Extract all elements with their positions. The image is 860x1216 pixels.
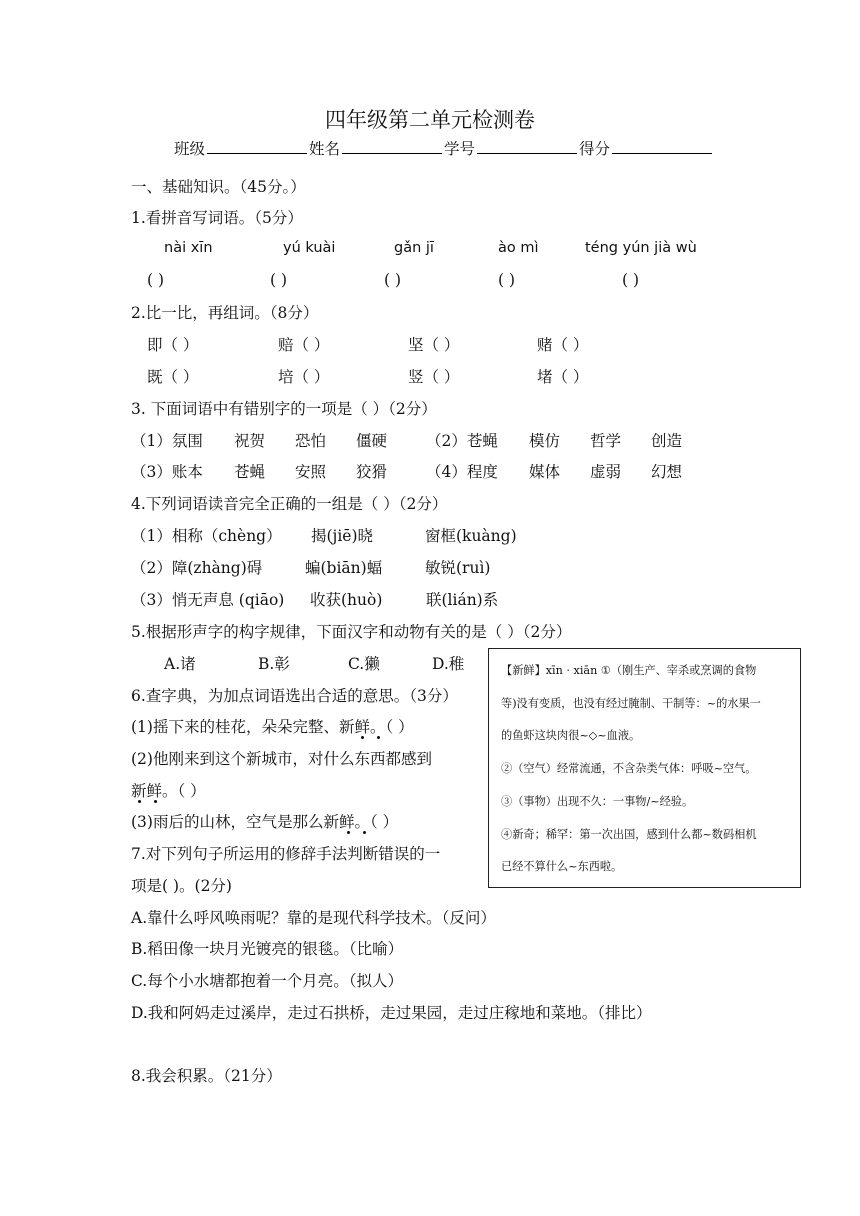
emphasis-dot <box>154 800 157 803</box>
q2-item[interactable]: 竖（ ） <box>408 368 460 386</box>
q1-blank-4[interactable]: ( ) <box>498 271 516 289</box>
q2-item[interactable]: 即（ ） <box>147 336 199 354</box>
q4-item: 联(lián)系 <box>426 591 499 609</box>
id-field[interactable] <box>477 139 577 154</box>
q3-option: 幻想 <box>651 463 683 481</box>
name-label: 姓名 <box>309 140 341 158</box>
dict-line: ④新奇；稀罕：第一次出国，感到什么都~数码相机 <box>501 827 757 841</box>
q3-option: 祝贺 <box>234 432 266 450</box>
q2-item[interactable]: 赌（ ） <box>537 336 589 354</box>
q2-title: 2.比一比，再组词。（8分） <box>131 304 319 322</box>
q1-blank-1[interactable]: ( ) <box>147 271 165 289</box>
page-title: 四年级第二单元检测卷 <box>325 108 535 132</box>
q3-option: 恐怕 <box>295 432 327 450</box>
q1-pinyin-1: nài xīn <box>164 240 213 256</box>
dict-line: ③（事物）出现不久：一事物/~经验。 <box>501 794 694 808</box>
emphasis-dot <box>377 736 380 739</box>
section-heading: 一、基础知识。（45分。） <box>131 178 306 196</box>
q3-option: 哲学 <box>590 432 622 450</box>
dict-line: 的鱼虾这块肉很~◇~血液。 <box>501 729 641 743</box>
q3-option: 安照 <box>295 463 327 481</box>
q4-item: （1）相称（chèng） <box>131 527 282 545</box>
emphasis-dot <box>347 831 350 834</box>
class-field[interactable] <box>207 139 307 154</box>
q3-option: 僵硬 <box>356 432 388 450</box>
q1-title: 1.看拼音写词语。（5分） <box>131 209 303 227</box>
q1-blank-3[interactable]: ( ) <box>384 271 402 289</box>
q2-item[interactable]: 赔（ ） <box>278 336 330 354</box>
q4-item: （3）悄无声息 (qiāo) <box>131 591 285 609</box>
q4-item: 收获(huò) <box>310 591 383 609</box>
q5-option-d: D.稚 <box>432 655 465 673</box>
q2-item[interactable]: 既（ ） <box>147 368 199 386</box>
q4-item: 窗框(kuàng) <box>425 527 517 545</box>
score-label: 得分 <box>579 140 611 158</box>
q5-option-c: C.獭 <box>348 655 380 673</box>
q3-title: 3. 下面词语中有错别字的一项是（ ）（2分） <box>131 400 437 418</box>
dictionary-box <box>488 648 801 888</box>
q6-sentence-1: (1)摇下来的桂花，朵朵完整、新鲜。（ ） <box>131 718 414 736</box>
emphasis-dot <box>361 736 364 739</box>
q7-option-d: D.我和阿妈走过溪岸，走过石拱桥，走过果园，走过庄稼地和菜地。（排比） <box>131 1004 652 1022</box>
q3-option: 苍蝇 <box>234 463 266 481</box>
q1-pinyin-2: yú kuài <box>283 240 336 256</box>
q5-option-b: B.彰 <box>258 655 290 673</box>
class-label: 班级 <box>174 140 206 158</box>
q1-blank-5[interactable]: ( ) <box>622 271 640 289</box>
q3-option: 狡猾 <box>356 463 388 481</box>
q5-option-a: A.诸 <box>164 655 196 673</box>
q1-pinyin-3: gǎn jī <box>394 240 434 256</box>
score-field[interactable] <box>612 139 712 154</box>
q6-sentence-2b: 新鲜。（ ） <box>131 782 206 800</box>
q2-item[interactable]: 培（ ） <box>278 368 330 386</box>
q4-item: 揭(jiē)晓 <box>311 527 374 545</box>
q7-option-b: B.稻田像一块月光镀亮的银毯。（比喻） <box>131 940 404 958</box>
q3-option: 创造 <box>651 432 683 450</box>
q2-item[interactable]: 坚（ ） <box>408 336 460 354</box>
q6-sentence-2a: (2)他刚来到这个新城市，对什么东西都感到 <box>131 750 432 768</box>
q3-option: 媒体 <box>529 463 561 481</box>
q3-option: （1）氛围 <box>131 432 203 450</box>
q1-pinyin-4: ào mì <box>498 240 539 256</box>
emphasis-dot <box>363 831 366 834</box>
q7-option-c: C.每个小水塘都抱着一个月亮。（拟人） <box>131 972 403 990</box>
q7-title-b: 项是( )。(2分) <box>131 877 232 895</box>
id-label: 学号 <box>444 140 476 158</box>
dict-line: 等)没有变质，也没有经过腌制、干制等：~的水果一 <box>501 696 761 710</box>
q3-option: （4）程度 <box>426 463 498 481</box>
q8-title: 8.我会积累。（21分） <box>131 1067 282 1085</box>
q4-item: 敏锐(ruì) <box>425 559 491 577</box>
q7-title-a: 7.对下列句子所运用的修辞手法判断错误的一 <box>131 845 441 863</box>
q2-item[interactable]: 堵（ ） <box>537 368 589 386</box>
dict-line: 【新鲜】xīn · xiān ①（刚生产、宰杀或烹调的食物 <box>501 664 757 677</box>
q6-sentence-3: (3)雨后的山林，空气是那么新鲜。（ ） <box>131 813 399 831</box>
q5-title: 5.根据形声字的构字规律，下面汉字和动物有关的是（ ）（2分） <box>131 623 572 641</box>
student-info <box>174 137 714 159</box>
q3-option: 虚弱 <box>590 463 622 481</box>
q1-pinyin-5: téng yún jià wù <box>585 240 697 256</box>
q1-blank-2[interactable]: ( ) <box>270 271 288 289</box>
q4-item: 蝙(biān)蝠 <box>305 559 383 577</box>
dict-line: ②（空气）经常流通，不含杂类气体：呼吸~空气。 <box>501 762 757 776</box>
q3-option: 模仿 <box>529 432 561 450</box>
q3-option: （3）账本 <box>131 463 203 481</box>
q4-title: 4.下列词语读音完全正确的一组是（ ）（2分） <box>131 495 448 513</box>
name-field[interactable] <box>342 139 442 154</box>
emphasis-dot <box>138 800 141 803</box>
dict-line: 已经不算什么~东西啦。 <box>501 860 623 874</box>
q4-item: （2）障(zhàng)碍 <box>131 559 263 577</box>
q7-option-a: A.靠什么呼风唤雨呢？靠的是现代科学技术。（反问） <box>131 909 496 927</box>
q6-title: 6.查字典，为加点词语选出合适的意思。（3分） <box>131 687 458 705</box>
q3-option: （2）苍蝇 <box>426 432 498 450</box>
